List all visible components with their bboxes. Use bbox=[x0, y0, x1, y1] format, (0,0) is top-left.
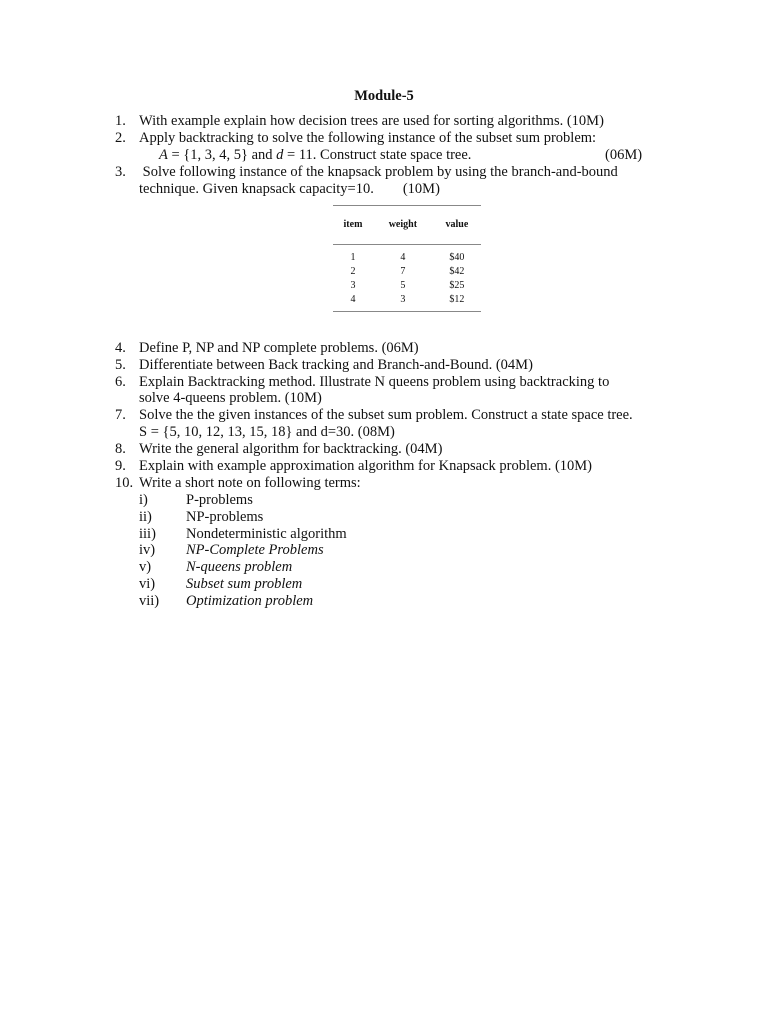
table-row bbox=[333, 279, 481, 293]
cell-item: 1 bbox=[350, 252, 356, 263]
column-header-weight: weight bbox=[388, 218, 418, 230]
cell-value: $25 bbox=[449, 280, 465, 291]
question-text: Explain Backtracking method. Illustrate N queens problem using backtracking to bbox=[139, 374, 610, 390]
term-text: NP-Complete Problems bbox=[186, 542, 324, 558]
cell-item: 4 bbox=[350, 294, 356, 305]
cell-value: $12 bbox=[449, 294, 465, 305]
term-text: Nondeterministic algorithm bbox=[186, 526, 347, 542]
cell-item: 2 bbox=[350, 266, 356, 277]
table-row bbox=[333, 293, 481, 312]
cell-weight: 5 bbox=[400, 280, 406, 291]
formula-var-d: d bbox=[276, 147, 284, 163]
term-roman: v) bbox=[139, 559, 152, 575]
question-text: Solve following instance of the knapsack problem by using the branch-and-bound bbox=[139, 164, 618, 180]
formula-tail: = 11. Construct state space tree. bbox=[283, 147, 472, 163]
question-text: Define P, NP and NP complete problems. (06M) bbox=[139, 340, 419, 356]
term-roman: i) bbox=[139, 492, 148, 508]
knapsack-table bbox=[333, 205, 481, 312]
question-number: 9. bbox=[115, 458, 126, 474]
question-text-cont: technique. Given knapsack capacity=10. (10M) bbox=[139, 181, 440, 197]
question-number: 3. bbox=[115, 164, 126, 180]
cell-item: 3 bbox=[350, 280, 356, 291]
term-text: N-queens problem bbox=[186, 559, 293, 575]
question-number: 6. bbox=[115, 374, 126, 390]
cell-value: $42 bbox=[449, 266, 465, 277]
term-roman: iii) bbox=[139, 526, 156, 542]
question-number: 1. bbox=[115, 113, 126, 129]
module-title: Module-5 bbox=[354, 88, 414, 104]
question-text: Solve the the given instances of the subset sum problem. Construct a state space tree. bbox=[139, 407, 633, 423]
question-number: 2. bbox=[115, 130, 126, 146]
question-number: 5. bbox=[115, 357, 126, 373]
question-text-cont: S = {5, 10, 12, 13, 15, 18} and d=30. (08M) bbox=[139, 424, 395, 440]
question-text: Write a short note on following terms: bbox=[139, 475, 361, 491]
cell-weight: 3 bbox=[400, 294, 406, 305]
question-formula bbox=[159, 147, 471, 163]
cell-weight: 4 bbox=[400, 252, 406, 263]
question-text-cont: solve 4-queens problem. (10M) bbox=[139, 390, 322, 406]
question-text: Write the general algorithm for backtracking. (04M) bbox=[139, 441, 443, 457]
column-header-value: value bbox=[445, 218, 469, 230]
question-text: Differentiate between Back tracking and Branch-and-Bound. (04M) bbox=[139, 357, 533, 373]
term-roman: iv) bbox=[139, 542, 156, 558]
table-row bbox=[333, 265, 481, 279]
formula-var-a: A bbox=[159, 147, 168, 163]
table-header-row bbox=[333, 206, 481, 245]
formula-mid: = {1, 3, 4, 5} and bbox=[167, 147, 277, 163]
term-text: Optimization problem bbox=[186, 593, 314, 609]
question-number: 8. bbox=[115, 441, 126, 457]
term-text: Subset sum problem bbox=[186, 576, 303, 592]
term-text: P-problems bbox=[186, 492, 253, 508]
question-marks: (06M) bbox=[605, 147, 643, 163]
question-number: 10. bbox=[115, 475, 134, 491]
question-number: 4. bbox=[115, 340, 126, 356]
question-text: Explain with example approximation algorithm for Knapsack problem. (10M) bbox=[139, 458, 593, 474]
term-roman: vii) bbox=[139, 593, 160, 609]
term-roman: ii) bbox=[139, 509, 152, 525]
question-text: With example explain how decision trees are used for sorting algorithms. (10M) bbox=[139, 113, 604, 129]
table-row bbox=[333, 245, 481, 266]
question-text: Apply backtracking to solve the following instance of the subset sum problem: bbox=[139, 130, 597, 146]
cell-weight: 7 bbox=[400, 266, 406, 277]
column-header-item: item bbox=[343, 218, 363, 230]
term-text: NP-problems bbox=[186, 509, 264, 525]
cell-value: $40 bbox=[449, 252, 465, 263]
question-number: 7. bbox=[115, 407, 126, 423]
term-roman: vi) bbox=[139, 576, 156, 592]
